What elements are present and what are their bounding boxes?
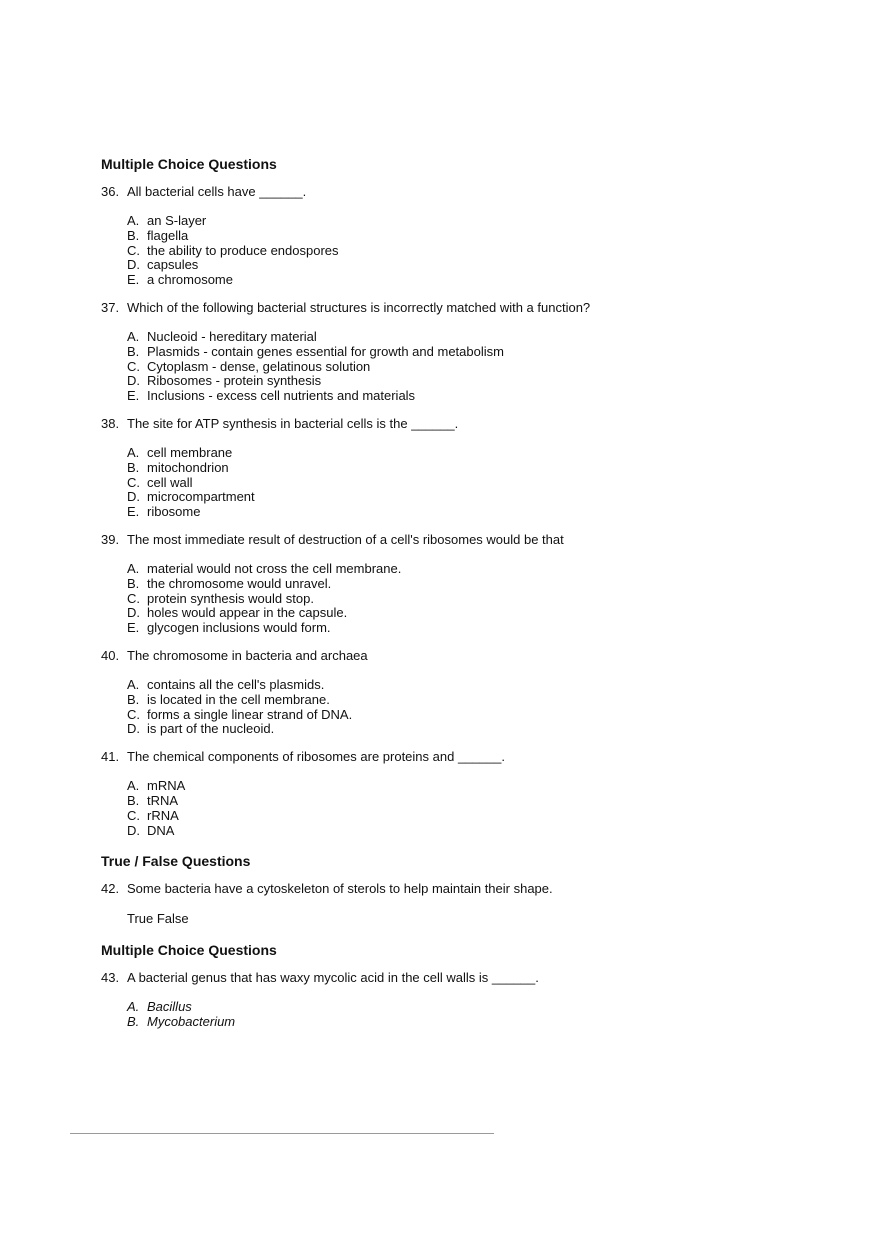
section-true-false — [101, 852, 821, 927]
question-text: The chemical components of ribosomes are proteins and ______. — [127, 749, 505, 765]
question-number: 38. — [101, 415, 120, 431]
section-multiple-choice-2 — [101, 941, 821, 1030]
section-multiple-choice-1 — [101, 155, 821, 838]
section-heading: True / False Questions — [101, 853, 251, 870]
option-a: A. contains all the cell's plasmids. — [127, 676, 325, 692]
question-number: 36. — [101, 184, 120, 199]
page-content — [101, 155, 821, 1038]
question-number: 41. — [101, 749, 120, 765]
option-a: A. mRNA — [127, 778, 186, 794]
option-a: A. Nucleoid - hereditary material — [127, 328, 317, 344]
option-e: E. Inclusions - excess cell nutrients and materials — [127, 388, 416, 404]
option-c: C. forms a single linear strand of DNA. — [127, 706, 353, 722]
option-c: C. rRNA — [127, 807, 179, 823]
options-list — [127, 330, 821, 404]
question-number: 39. — [101, 531, 120, 547]
question-38 — [101, 416, 821, 520]
option-d: D. microcompartment — [127, 489, 255, 505]
question-number: 43. — [101, 970, 120, 986]
option-e: E. a chromosome — [127, 272, 233, 288]
option-d: D. holes would appear in the capsule. — [127, 605, 348, 621]
question-41 — [101, 749, 821, 838]
options-list — [127, 779, 821, 838]
options-list — [127, 678, 821, 737]
option-b: B. mitochondrion — [127, 459, 229, 475]
question-number: 40. — [101, 647, 120, 663]
question-text: A bacterial genus that has waxy mycolic acid in the cell walls is ______. — [127, 970, 539, 986]
question-36 — [101, 184, 821, 288]
question-39 — [101, 532, 821, 636]
options-list — [127, 214, 821, 288]
question-37 — [101, 300, 821, 404]
option-c: C. protein synthesis would stop. — [127, 590, 314, 606]
option-a: A. an S-layer — [127, 213, 207, 228]
footer-divider — [70, 1133, 494, 1134]
option-c: C. Cytoplasm - dense, gelatinous solution — [127, 358, 371, 374]
option-d: D. is part of the nucleoid. — [127, 721, 275, 737]
option-c: C. the ability to produce endospores — [127, 242, 339, 258]
option-b: B. tRNA — [127, 792, 179, 808]
question-42 — [101, 881, 821, 927]
options-list — [127, 562, 821, 636]
option-e: E. ribosome — [127, 504, 201, 520]
option-a: A. Bacillus — [127, 999, 192, 1015]
option-a: A. material would not cross the cell membrane. — [127, 560, 402, 576]
question-text: All bacterial cells have ______. — [127, 184, 307, 199]
question-40 — [101, 648, 821, 737]
options-list — [127, 446, 821, 520]
option-b: B. Mycobacterium — [127, 1014, 236, 1030]
option-b: B. the chromosome would unravel. — [127, 575, 332, 591]
option-a: A. cell membrane — [127, 444, 233, 460]
option-c: C. cell wall — [127, 474, 193, 490]
option-b: B. flagella — [127, 227, 189, 243]
question-text: The site for ATP synthesis in bacterial cells is the ______. — [127, 415, 459, 431]
question-text: The most immediate result of destruction of a cell's ribosomes would be that — [127, 531, 564, 547]
question-text: Some bacteria have a cytoskeleton of sterols to help maintain their shape. — [127, 881, 553, 897]
option-e: E. glycogen inclusions would form. — [127, 620, 331, 636]
option-b: B. Plasmids - contain genes essential for growth and metabolism — [127, 343, 504, 359]
question-number: 37. — [101, 299, 120, 315]
question-text: Which of the following bacterial structures is incorrectly matched with a function? — [127, 299, 591, 315]
question-text: The chromosome in bacteria and archaea — [127, 647, 368, 663]
section-heading: Multiple Choice Questions — [101, 942, 277, 959]
options-list — [127, 1000, 821, 1030]
question-number: 42. — [101, 881, 120, 897]
option-b: B. is located in the cell membrane. — [127, 691, 330, 707]
question-43 — [101, 970, 821, 1030]
option-d: D. Ribosomes - protein synthesis — [127, 373, 322, 389]
true-false-answers: True False — [127, 911, 189, 927]
option-d: D. DNA — [127, 822, 175, 838]
option-d: D. capsules — [127, 257, 199, 273]
section-heading: Multiple Choice Questions — [101, 156, 277, 172]
